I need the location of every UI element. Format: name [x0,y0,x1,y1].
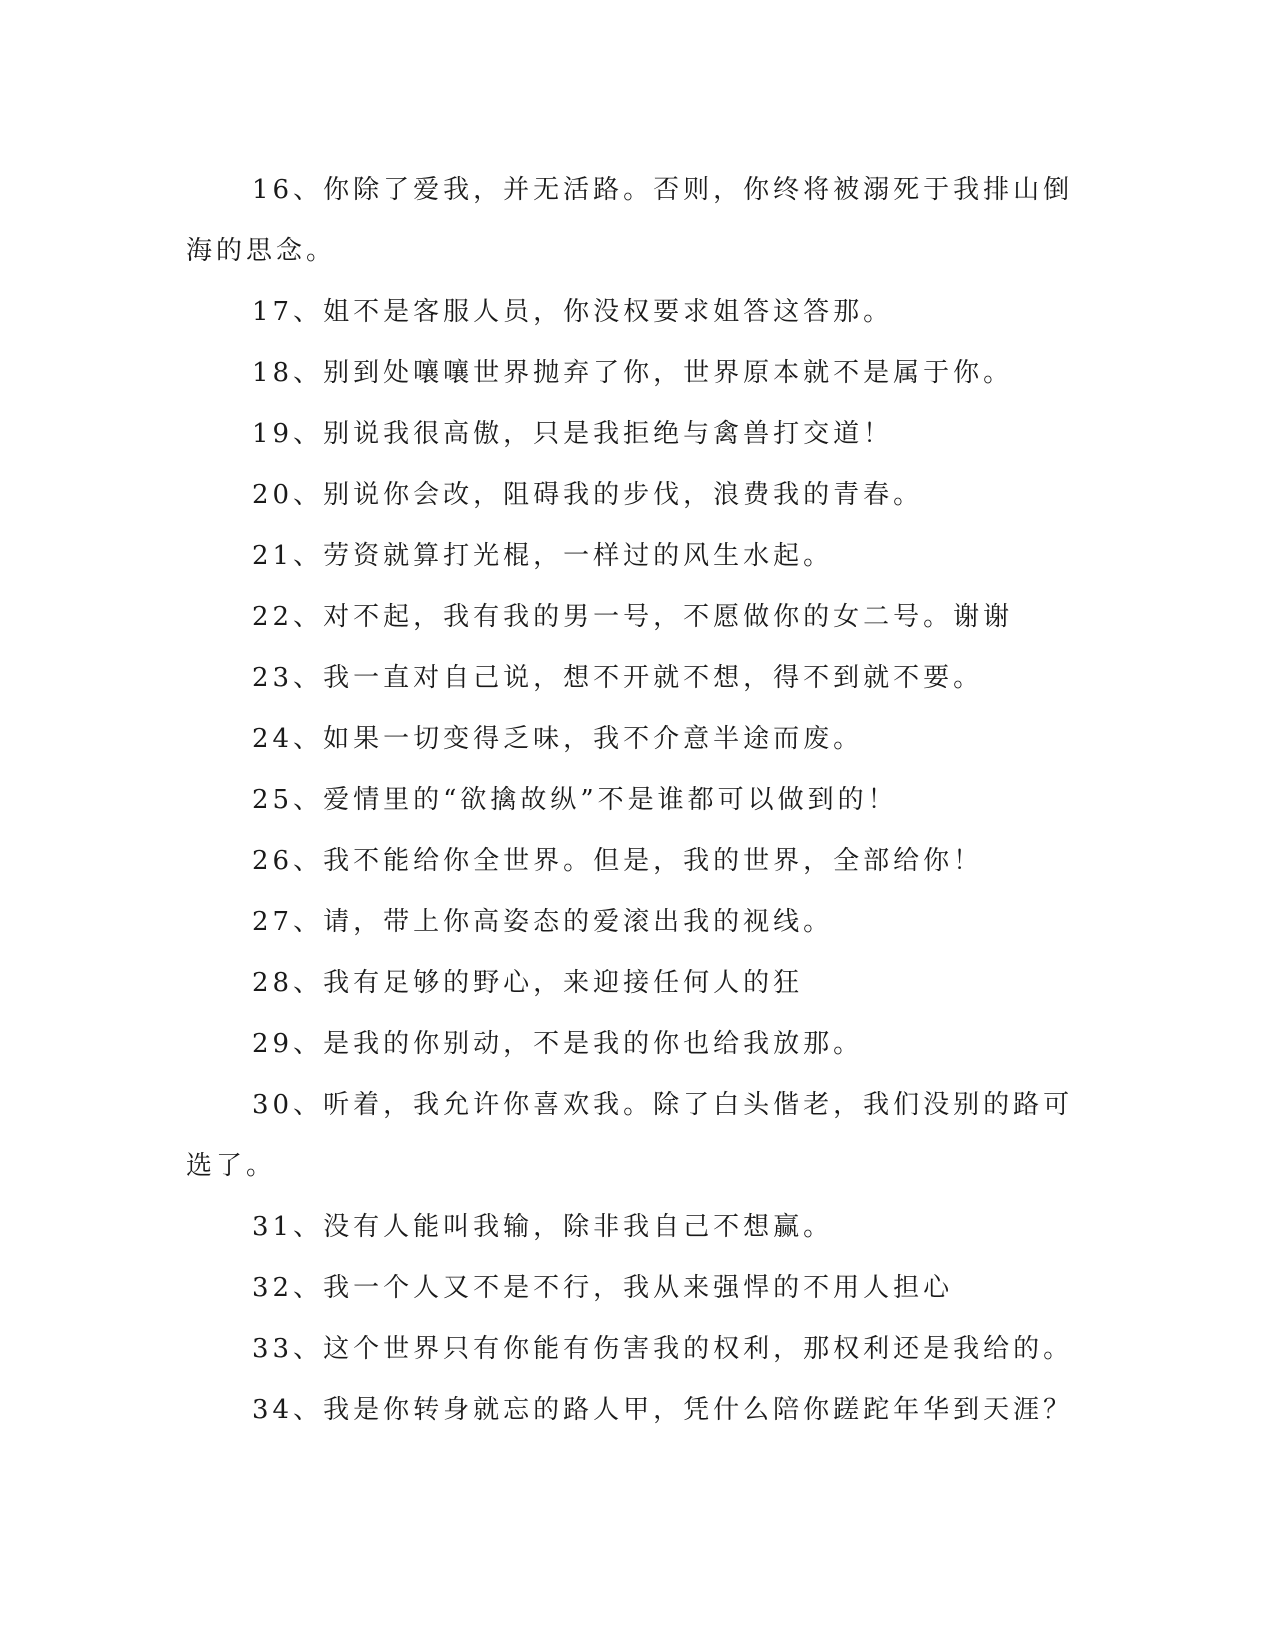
paragraph-32: 32、我一个人又不是不行，我从来强悍的不用人担心 [252,1273,954,1303]
paragraph-30: 30、听着，我允许你喜欢我。除了白头偕老，我们没别的路可选了。 [186,1090,1074,1181]
paragraph-25: 25、爱情里的“欲擒故纵”不是谁都可以做到的！ [252,785,898,815]
paragraph-27: 27、请，带上你高姿态的爱滚出我的视线。 [252,907,834,937]
document-body [186,160,1076,1441]
paragraph-18: 18、别到处嚷嚷世界抛弃了你，世界原本就不是属于你。 [252,358,1014,388]
paragraph-23: 23、我一直对自己说，想不开就不想，得不到就不要。 [252,663,984,693]
paragraph-28: 28、我有足够的野心，来迎接任何人的狂 [252,968,804,998]
paragraph-31: 31、没有人能叫我输，除非我自己不想赢。 [252,1212,834,1242]
paragraph-29: 29、是我的你别动，不是我的你也给我放那。 [252,1029,864,1059]
paragraph-33: 33、这个世界只有你能有伤害我的权利，那权利还是我给的。 [252,1334,1074,1364]
paragraph-16: 16、你除了爱我，并无活路。否则，你终将被溺死于我排山倒海的思念。 [186,175,1074,266]
paragraph-26: 26、我不能给你全世界。但是，我的世界，全部给你！ [252,846,984,876]
paragraph-22: 22、对不起，我有我的男一号，不愿做你的女二号。谢谢 [252,602,1014,632]
paragraph-34: 34、我是你转身就忘的路人甲，凭什么陪你蹉跎年华到天涯？ [252,1395,1074,1425]
paragraph-19: 19、别说我很高傲，只是我拒绝与禽兽打交道！ [252,419,894,449]
paragraph-17: 17、姐不是客服人员，你没权要求姐答这答那。 [252,297,894,327]
paragraph-21: 21、劳资就算打光棍，一样过的风生水起。 [252,541,834,571]
paragraph-24: 24、如果一切变得乏味，我不介意半途而废。 [252,724,864,754]
paragraph-20: 20、别说你会改，阻碍我的步伐，浪费我的青春。 [252,480,924,510]
